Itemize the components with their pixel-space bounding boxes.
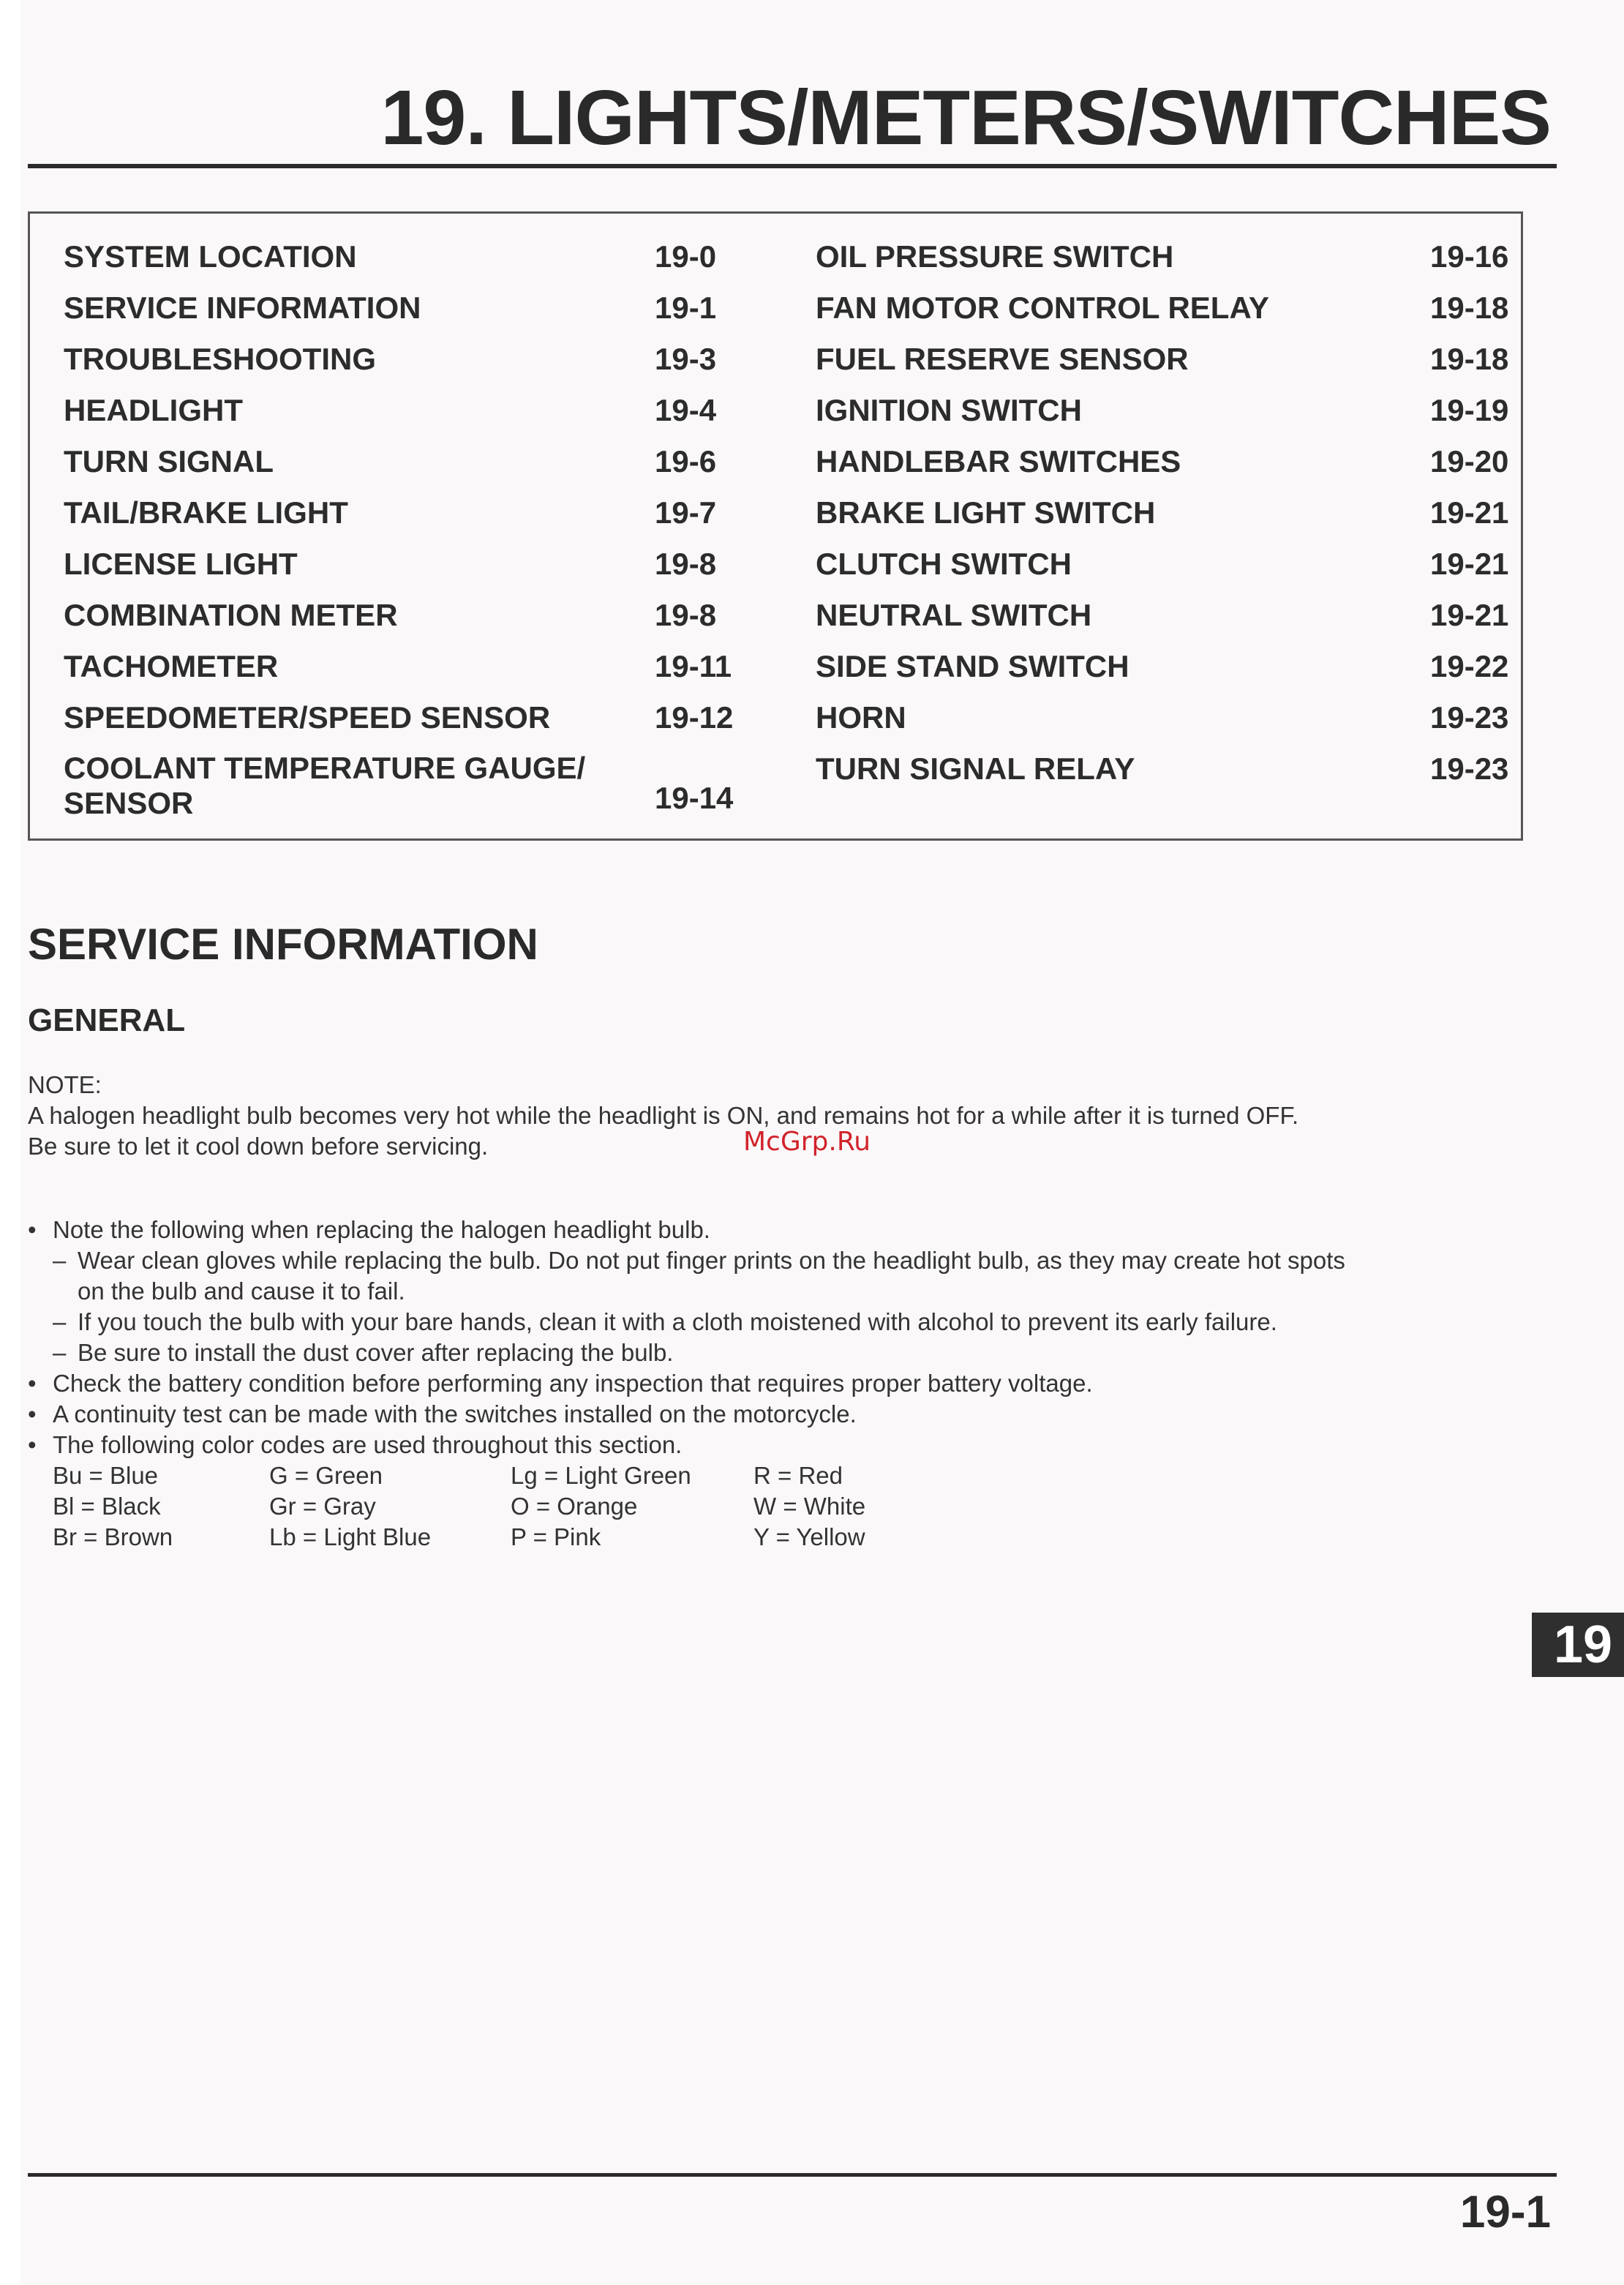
- toc-entry[interactable]: [64, 590, 781, 641]
- toc-entry[interactable]: [816, 487, 1509, 539]
- sub-bullet-item: – Be sure to install the dust cover after replacing the bulb.: [28, 1337, 1549, 1368]
- page-number: 19-1: [1459, 2187, 1551, 2237]
- toc-entry-label: TURN SIGNAL: [64, 444, 274, 479]
- toc-entry[interactable]: [816, 590, 1509, 641]
- note-label: NOTE:: [28, 1071, 102, 1098]
- toc-entry[interactable]: [64, 334, 781, 385]
- color-code: Br = Brown: [53, 1523, 173, 1550]
- toc-entry-page: 19-23: [1430, 751, 1509, 786]
- toc-entry-label: NEUTRAL SWITCH: [816, 598, 1092, 632]
- toc-entry-label: IGNITION SWITCH: [816, 393, 1082, 427]
- toc-entry-page: 19-21: [1430, 547, 1509, 581]
- toc-entry-page: 19-6: [655, 444, 717, 479]
- toc-entry-label: HEADLIGHT: [64, 393, 243, 427]
- color-code: P = Pink: [511, 1523, 601, 1550]
- toc-entry-label: SIDE STAND SWITCH: [816, 649, 1129, 683]
- toc-entry-label: COOLANT TEMPERATURE GAUGE/ SENSOR: [64, 751, 586, 820]
- subsection-heading: GENERAL: [28, 1002, 186, 1038]
- toc-entry[interactable]: [64, 743, 781, 820]
- toc-entry-label: HANDLEBAR SWITCHES: [816, 444, 1181, 479]
- toc-entry-page: 19-0: [655, 239, 717, 274]
- color-code: Lb = Light Blue: [269, 1523, 432, 1550]
- toc-entry[interactable]: [816, 385, 1509, 436]
- toc-entry[interactable]: [64, 539, 781, 590]
- color-code: Lg = Light Green: [511, 1462, 691, 1489]
- toc-entry-label: LICENSE LIGHT: [64, 547, 298, 581]
- toc-entry-label: TACHOMETER: [64, 649, 279, 683]
- toc-entry-label: BRAKE LIGHT SWITCH: [816, 495, 1156, 530]
- color-code-table: [53, 1460, 931, 1553]
- toc-entry-label: COMBINATION METER: [64, 598, 398, 632]
- bullet-item: • The following color codes are used throughout this section.: [28, 1430, 1549, 1460]
- note-line: Be sure to let it cool down before servicing.: [28, 1133, 489, 1160]
- color-code: Y = Yellow: [753, 1523, 865, 1550]
- toc-entry-page: 19-11: [655, 649, 732, 683]
- bullet-item: • Note the following when replacing the halogen headlight bulb.: [28, 1215, 1549, 1245]
- toc-entry-label: SYSTEM LOCATION: [64, 239, 357, 274]
- toc-left-column: [64, 231, 781, 820]
- toc-entry-label: TAIL/BRAKE LIGHT: [64, 495, 348, 530]
- toc-entry[interactable]: [64, 231, 781, 282]
- color-code-row: [53, 1522, 931, 1553]
- toc-entry[interactable]: [816, 282, 1509, 334]
- toc-entry-label: SERVICE INFORMATION: [64, 290, 421, 325]
- toc-entry[interactable]: [816, 231, 1509, 282]
- toc-entry-page: 19-23: [1430, 700, 1509, 735]
- footer-divider: [28, 2173, 1557, 2177]
- toc-entry[interactable]: [816, 334, 1509, 385]
- chapter-tab: 19: [1532, 1613, 1624, 1677]
- toc-entry-page: 19-7: [655, 495, 717, 530]
- sub-bullet-continuation: on the bulb and cause it to fail.: [78, 1277, 405, 1305]
- color-code: Gr = Gray: [269, 1493, 376, 1520]
- toc-entry-label: TROUBLESHOOTING: [64, 342, 376, 376]
- toc-entry[interactable]: [64, 641, 781, 692]
- note-line: A halogen headlight bulb becomes very hot while the headlight is ON, and remains hot for a while after it is turned OFF.: [28, 1102, 1299, 1129]
- color-code: O = Orange: [511, 1493, 638, 1520]
- section-heading: SERVICE INFORMATION: [28, 920, 538, 969]
- toc-right-column: [816, 231, 1509, 795]
- toc-entry[interactable]: [816, 436, 1509, 487]
- bullet-item: • A continuity test can be made with the switches installed on the motorcycle.: [28, 1399, 1549, 1430]
- toc-entry-page: 19-18: [1430, 342, 1509, 376]
- page-title: 19. LIGHTS/METERS/SWITCHES: [380, 75, 1551, 161]
- toc-entry[interactable]: [64, 385, 781, 436]
- toc-entry-label: SPEEDOMETER/SPEED SENSOR: [64, 700, 551, 735]
- toc-entry-page: 19-19: [1430, 393, 1509, 427]
- toc-entry[interactable]: [64, 692, 781, 743]
- color-code: W = White: [753, 1493, 866, 1520]
- toc-entry-page: 19-22: [1430, 649, 1509, 683]
- toc-entry-page: 19-4: [655, 393, 717, 427]
- toc-entry[interactable]: [816, 539, 1509, 590]
- toc-entry-label: HORN: [816, 700, 906, 735]
- toc-entry-page: 19-12: [655, 700, 734, 735]
- toc-entry[interactable]: [816, 641, 1509, 692]
- toc-entry-page: 19-21: [1430, 495, 1509, 530]
- color-code: R = Red: [753, 1462, 843, 1489]
- page-left-edge: [0, 0, 20, 2285]
- sub-bullet-item: – Wear clean gloves while replacing the bulb. Do not put finger prints on the headlight bulb, as they may create hot spots: [28, 1245, 1549, 1276]
- table-of-contents: [28, 211, 1523, 841]
- toc-entry-page: 19-3: [655, 342, 717, 376]
- toc-entry-label: FAN MOTOR CONTROL RELAY: [816, 290, 1269, 325]
- toc-entry[interactable]: [816, 692, 1509, 743]
- toc-entry-page: 19-14: [655, 781, 734, 815]
- color-code: Bl = Black: [53, 1493, 161, 1520]
- bullet-item: • Check the battery condition before performing any inspection that requires proper battery voltage.: [28, 1368, 1549, 1399]
- toc-entry-page: 19-1: [655, 290, 717, 325]
- toc-entry-page: 19-18: [1430, 290, 1509, 325]
- toc-entry[interactable]: [816, 743, 1509, 795]
- title-divider: [28, 164, 1557, 168]
- toc-entry[interactable]: [64, 436, 781, 487]
- toc-entry[interactable]: [64, 282, 781, 334]
- toc-entry-label: OIL PRESSURE SWITCH: [816, 239, 1174, 274]
- color-code: G = Green: [269, 1462, 383, 1489]
- toc-entry-label: CLUTCH SWITCH: [816, 547, 1072, 581]
- toc-entry[interactable]: [64, 487, 781, 539]
- sub-bullet-item: – If you touch the bulb with your bare hands, clean it with a cloth moistened with alcohol to prevent its early failure.: [28, 1307, 1549, 1337]
- bullet-list: [28, 1215, 1549, 1460]
- toc-entry-label: FUEL RESERVE SENSOR: [816, 342, 1189, 376]
- watermark: McGrp.Ru: [743, 1127, 871, 1157]
- color-code-row: [53, 1460, 931, 1491]
- color-code: Bu = Blue: [53, 1462, 159, 1489]
- toc-entry-page: 19-8: [655, 598, 717, 632]
- toc-entry-page: 19-8: [655, 547, 717, 581]
- toc-entry-label: TURN SIGNAL RELAY: [816, 751, 1135, 786]
- toc-entry-page: 19-16: [1430, 239, 1509, 274]
- color-code-row: [53, 1491, 931, 1522]
- toc-entry-page: 19-20: [1430, 444, 1509, 479]
- toc-entry-page: 19-21: [1430, 598, 1509, 632]
